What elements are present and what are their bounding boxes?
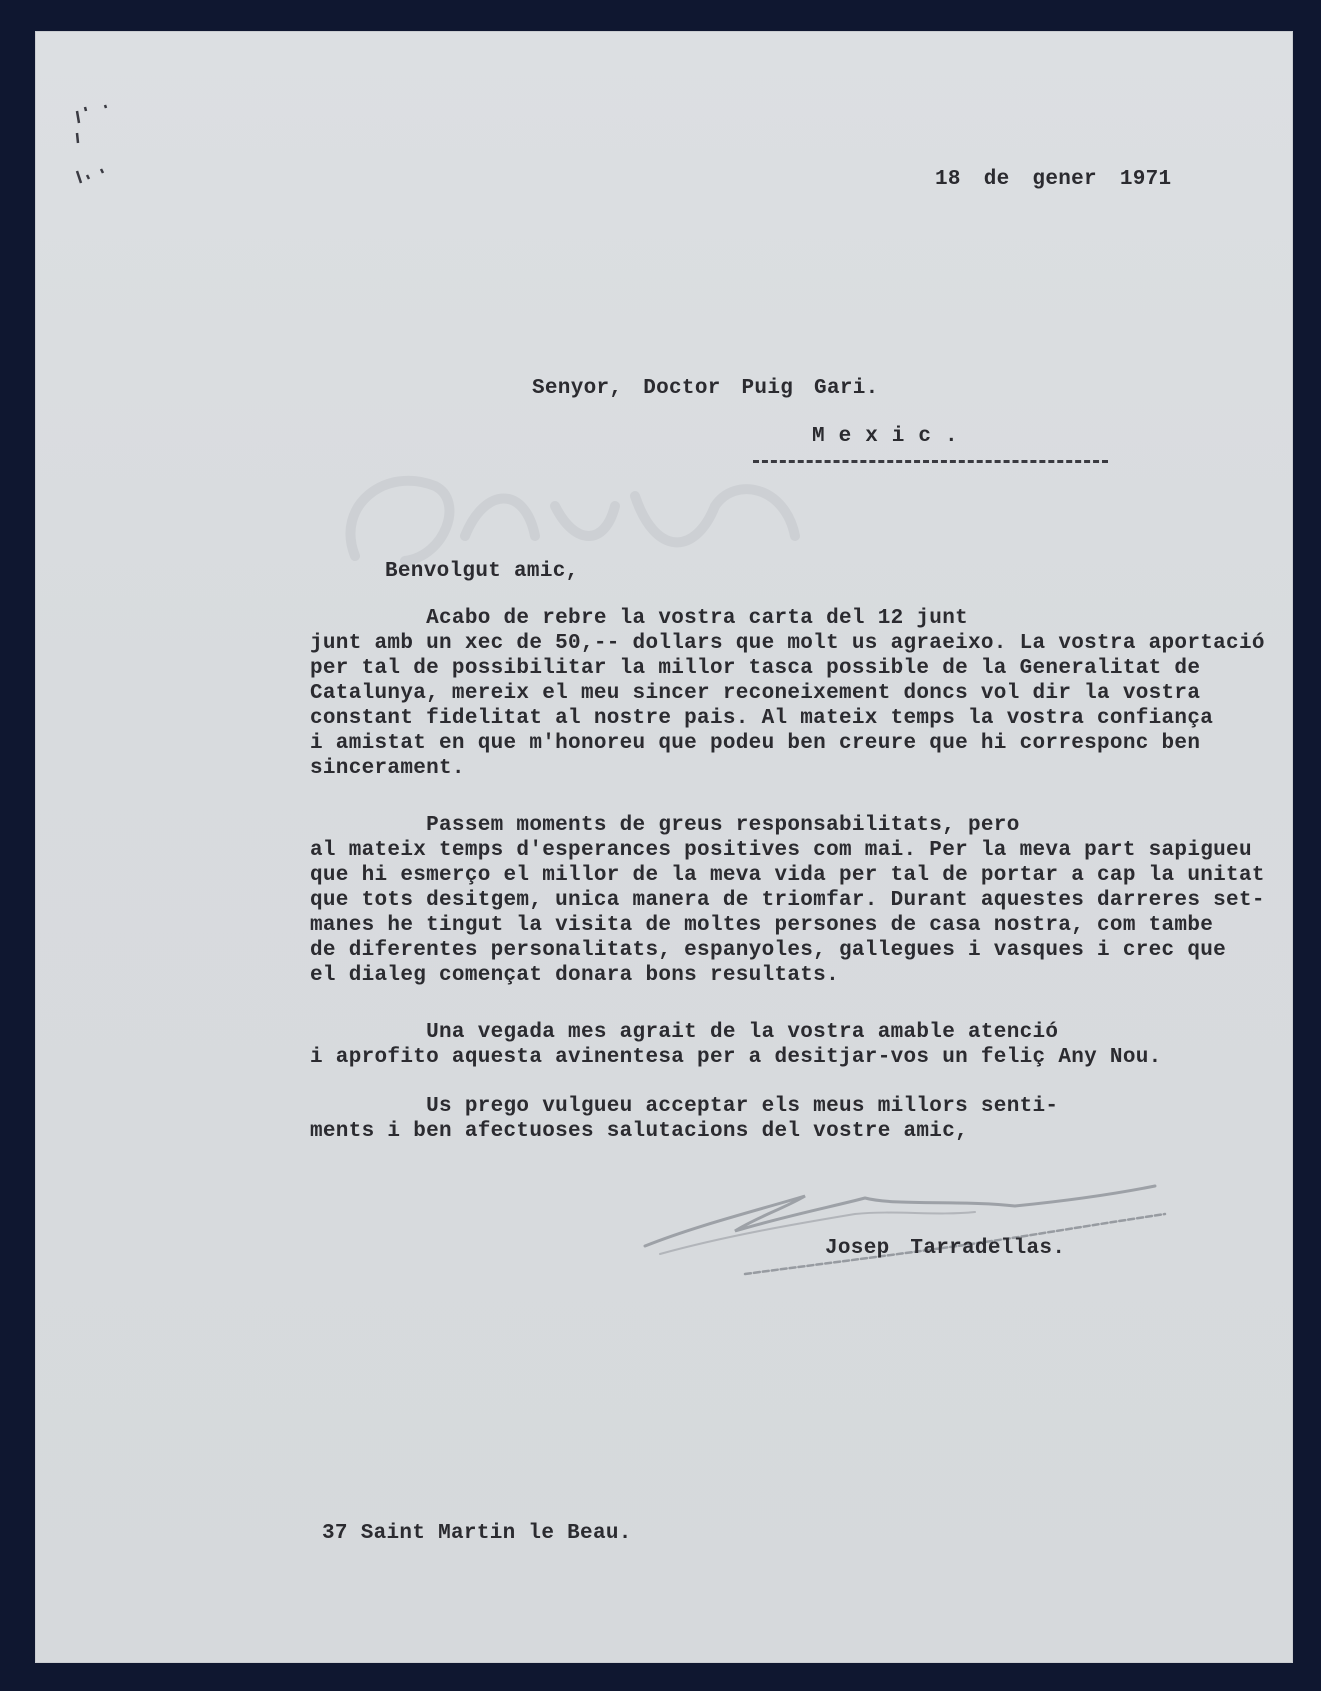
city-underline (753, 460, 1108, 463)
body-line: Catalunya, mereix el meu sincer reconeixement doncs vol dir la vostra (310, 682, 1201, 705)
body-line: el dialeg començat donara bons resultats. (310, 964, 839, 987)
body-line: Una vegada mes agrait de la vostra amable atenció (310, 1021, 1059, 1044)
body-line: al mateix temps d'esperances positives com mai. Per la meva part sapigueu (310, 839, 1252, 862)
letter-greeting: Benvolgut amic, (385, 560, 579, 583)
letter-date: 18 de gener 1971 (935, 168, 1172, 191)
body-line: ments i ben afectuoses salutacions del vostre amic, (310, 1120, 969, 1143)
letter-page (35, 31, 1293, 1663)
body-line: i aprofito aquesta avinentesa per a desitjar-vos un feliç Any Nou. (310, 1046, 1162, 1069)
signatory-name: Josep Tarradellas. (825, 1237, 1066, 1260)
margin-pencil-marks (55, 71, 115, 191)
body-line: de diferentes personalitats, espanyoles, gallegues i vasques i crec que (310, 939, 1227, 962)
body-line: sincerament. (310, 757, 465, 780)
body-line: Acabo de rebre la vostra carta del 12 junt (310, 607, 969, 630)
body-line: Passem moments de greus responsabilitats, pero (310, 814, 1020, 837)
body-line: que hi esmerço el millor de la meva vida per tal de portar a cap la unitat (310, 864, 1265, 887)
recipient-name: Senyor, Doctor Puig Gari. (532, 377, 879, 400)
recipient-city: Mexic. (812, 425, 972, 448)
body-line: que tots desitgem, unica manera de triomfar. Durant aquestes darreres set- (310, 889, 1265, 912)
sender-address: 37 Saint Martin le Beau. (322, 1522, 632, 1545)
body-line: per tal de possibilitar la millor tasca possible de la Generalitat de (310, 657, 1201, 680)
body-line: junt amb un xec de 50,-- dollars que molt us agraeixo. La vostra aportació (310, 632, 1265, 655)
body-line: i amistat en que m'honoreu que podeu ben creure que hi corresponc ben (310, 732, 1201, 755)
body-line: constant fidelitat al nostre pais. Al mateix temps la vostra confiança (310, 707, 1214, 730)
body-line: Us prego vulgueu acceptar els meus millors senti- (310, 1095, 1059, 1118)
body-line: manes he tingut la visita de moltes persones de casa nostra, com tambe (310, 914, 1214, 937)
